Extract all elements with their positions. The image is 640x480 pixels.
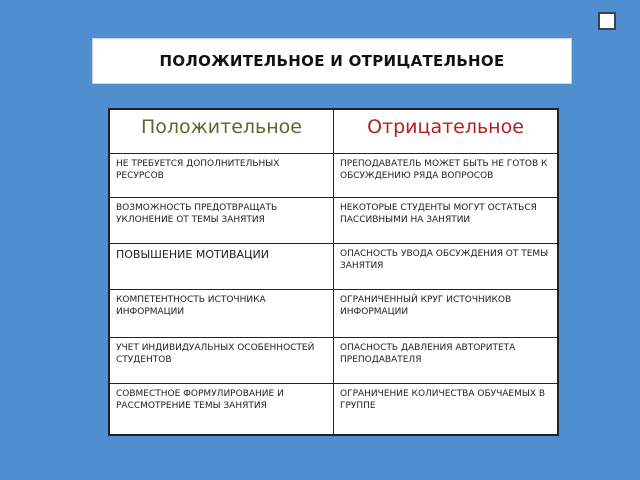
negative-cell: ПРЕПОДАВАТЕЛЬ МОЖЕТ БЫТЬ НЕ ГОТОВ К ОБСУЖДЕНИЮ РЯДА ВОПРОСОВ (334, 154, 558, 198)
negative-header: Отрицательное (334, 110, 558, 154)
title-box (92, 38, 572, 84)
table-row (110, 198, 558, 244)
negative-cell: ОПАСНОСТЬ ДАВЛЕНИЯ АВТОРИТЕТА ПРЕПОДАВАТЕЛЯ (334, 338, 558, 384)
negative-cell: НЕКОТОРЫЕ СТУДЕНТЫ МОГУТ ОСТАТЬСЯ ПАССИВНЫМИ НА ЗАНЯТИИ (334, 198, 558, 244)
table-row (110, 244, 558, 290)
table-row (110, 154, 558, 198)
table-row (110, 338, 558, 384)
negative-cell: ОГРАНИЧЕННЫЙ КРУГ ИСТОЧНИКОВ ИНФОРМАЦИИ (334, 290, 558, 338)
table-row (110, 290, 558, 338)
page-title: ПОЛОЖИТЕЛЬНОЕ И ОТРИЦАТЕЛЬНОЕ (159, 52, 505, 70)
comparison-table-container (108, 108, 559, 436)
table-row (110, 384, 558, 435)
comparison-table (109, 109, 558, 435)
positive-header: Положительное (110, 110, 334, 154)
corner-square-button[interactable] (598, 12, 616, 30)
positive-cell: ПОВЫШЕНИЕ МОТИВАЦИИ (110, 244, 334, 290)
negative-cell: ОПАСНОСТЬ УВОДА ОБСУЖДЕНИЯ ОТ ТЕМЫ ЗАНЯТИЯ (334, 244, 558, 290)
negative-cell: ОГРАНИЧЕНИЕ КОЛИЧЕСТВА ОБУЧАЕМЫХ В ГРУППЕ (334, 384, 558, 435)
positive-cell: НЕ ТРЕБУЕТСЯ ДОПОЛНИТЕЛЬНЫХ РЕСУРСОВ (110, 154, 334, 198)
positive-cell: КОМПЕТЕНТНОСТЬ ИСТОЧНИКА ИНФОРМАЦИИ (110, 290, 334, 338)
positive-cell: ВОЗМОЖНОСТЬ ПРЕДОТВРАЩАТЬ УКЛОНЕНИЕ ОТ ТЕМЫ ЗАНЯТИЯ (110, 198, 334, 244)
table-header-row (110, 110, 558, 154)
positive-cell: УЧЕТ ИНДИВИДУАЛЬНЫХ ОСОБЕННОСТЕЙ СТУДЕНТОВ (110, 338, 334, 384)
positive-cell: СОВМЕСТНОЕ ФОРМУЛИРОВАНИЕ И РАССМОТРЕНИЕ ТЕМЫ ЗАНЯТИЯ (110, 384, 334, 435)
